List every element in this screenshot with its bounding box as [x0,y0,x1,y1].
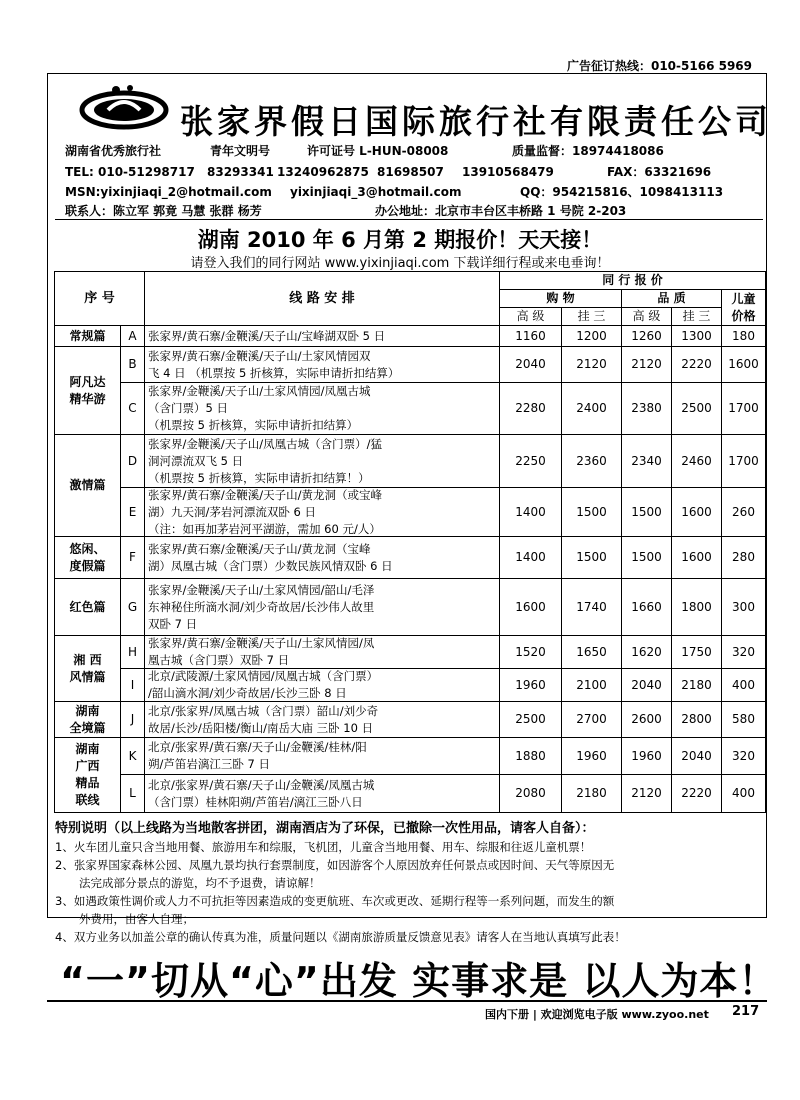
row-route [144,325,500,347]
note-3: 3、如遇政策性调价或人力不可抗拒等因素造成的变更航班、车次或更改、延期行程等一系列问题，而发生的额 [55,894,615,908]
price-shop-3star: 2120 [561,346,622,383]
price-quality-3star: 2500 [671,382,722,435]
notes-title: 特别说明（以上线路为当地散客拼团，湖南酒店为了环保，已撤除一次性用品，请客人自备）： [55,821,595,836]
row-route [144,487,500,537]
row-route [144,382,500,435]
info-quality: 质量监督：18974418086 [512,144,664,158]
info-license: 许可证号 L-HUN-08008 [307,144,449,158]
info-youth: 青年文明号 [210,144,271,158]
row-code: I [120,668,145,702]
category-red: 红色篇 [54,578,121,636]
note-3-cont: 外费用，由客人自理； [79,912,194,926]
price-child: 580 [721,701,766,738]
route-text: 张家界/黄石寨/金鞭溪/天子山/黄龙洞（或宝峰 湖）九天洞/茅岩河漂流双卧 6 日 （注：如再加茅岩河平湖游，需加 60 元/人） [148,487,382,536]
price-shop-3star: 1740 [561,578,622,636]
info-qq: QQ：954215816、1098413113 [520,185,724,199]
info-tel-2: 83293341 [207,165,274,179]
price-quality-deluxe: 2120 [621,774,672,813]
slogan: “一”切从“心”出发 实事求是 以人为本！ [60,959,778,1003]
header-shopping: 购 物 [499,289,622,308]
subline: 请登入我们的同行网站 www.yixinjiaqi.com 下载详细行程或来电垂询！ [190,256,610,271]
info-line-4 [65,202,626,219]
row-code: G [120,578,145,636]
category-avatar: 阿凡达 精华游 [54,346,121,435]
info-msn-1: MSN:yixinjiaqi_2@hotmail.com [65,185,272,199]
header-shop-3star: 挂 三 [561,307,622,326]
row-code: J [120,701,145,738]
price-quality-3star: 2220 [671,774,722,813]
row-route [144,668,500,702]
info-line-3 [65,183,723,200]
price-quality-deluxe: 1260 [621,325,672,347]
price-shop-deluxe: 1600 [499,578,562,636]
route-text: 张家界/黄石寨/金鞭溪/天子山/宝峰湖双卧 5 日 [148,328,386,343]
price-shop-deluxe: 2500 [499,701,562,738]
row-code: D [120,434,145,488]
info-msn-2: yixinjiaqi_3@hotmail.com [290,185,462,199]
headline: 湖南 2010 年 6 月第 2 期报价！天天接！ [197,228,603,252]
price-shop-deluxe: 2080 [499,774,562,813]
route-text: 张家界/黄石寨/金鞭溪/天子山/土家风情园双 飞 4 日 （机票按 5 折核算，实际申请折扣结算） [148,348,400,380]
price-shop-deluxe: 2250 [499,434,562,488]
row-route [144,536,500,579]
info-address: 办公地址：北京市丰台区丰桥路 1 号院 2-203 [375,204,627,218]
route-text: 张家界/金鞭溪/天子山/凤凰古城（含门票）/猛 洞河漂流双飞 5 日 （机票按 5 折核算，实际申请折扣结算！） [148,436,382,485]
divider [55,219,763,220]
price-child: 1700 [721,382,766,435]
company-logo-icon [78,80,170,136]
row-code: L [120,774,145,813]
price-shop-3star: 2180 [561,774,622,813]
price-child: 320 [721,737,766,775]
info-contacts: 联系人：陈立军 郭竟 马慧 张群 杨芳 [65,204,262,218]
info-excellent: 湖南省优秀旅行社 [65,144,162,158]
price-shop-3star: 2400 [561,382,622,435]
price-quality-3star: 1600 [671,536,722,579]
price-quality-3star: 2040 [671,737,722,775]
price-shop-deluxe: 2040 [499,346,562,383]
price-shop-deluxe: 1160 [499,325,562,347]
route-text: 张家界/黄石寨/金鞭溪/天子山/土家风情园/凤 凰古城（含门票）双卧 7 日 [148,636,375,667]
info-tel-3: 13240962875 [277,165,369,179]
price-quality-3star: 1300 [671,325,722,347]
info-line-1 [65,142,664,159]
info-tel: TEL: 010-51298717 [65,165,195,179]
price-quality-3star: 2180 [671,668,722,702]
special-notes [55,820,765,946]
route-text: 张家界/黄石寨/金鞭溪/天子山/黄龙洞（宝峰 湖）凤凰古城（含门票）少数民族风情双卧 6 日 [148,541,393,573]
price-shop-3star: 1500 [561,487,622,537]
route-text: 北京/武陵源/土家风情园/凤凰古城（含门票） /韶山滴水洞/刘少奇故居/长沙三卧 8 日 [148,669,379,700]
price-child: 320 [721,635,766,669]
info-tel-4: 81698507 [377,165,444,179]
price-shop-deluxe: 1400 [499,487,562,537]
row-code: F [120,536,145,579]
note-2: 2、张家界国家森林公园、凤凰九景均执行套票制度，如因游客个人原因放弃任何景点或因时间、天气等原因无 [55,858,615,872]
price-shop-3star: 2360 [561,434,622,488]
price-child: 180 [721,325,766,347]
row-route [144,737,500,775]
price-quality-deluxe: 1660 [621,578,672,636]
price-shop-deluxe: 1520 [499,635,562,669]
price-child: 260 [721,487,766,537]
price-shop-3star: 2100 [561,668,622,702]
price-quality-deluxe: 2380 [621,382,672,435]
price-quality-deluxe: 1500 [621,487,672,537]
ad-hotline: 广告征订热线：010-5166 5969 [566,59,752,73]
category-xiangxi: 湘 西 风情篇 [54,635,121,702]
price-quality-3star: 2460 [671,434,722,488]
header-quality: 品 质 [621,289,722,308]
route-text: 北京/张家界/黄石寨/天子山/金鞭溪/桂林/阳 朔/芦笛岩漓江三卧 7 日 [148,740,367,771]
category-hunan-guangxi: 湖南 广西 精品 联线 [54,737,121,813]
row-route [144,346,500,383]
row-code: B [120,346,145,383]
row-code: C [120,382,145,435]
price-table [54,271,766,813]
price-quality-deluxe: 2040 [621,668,672,702]
header-quality-deluxe: 高 级 [621,307,672,326]
info-line-2 [65,163,711,180]
header-route: 线 路 安 排 [144,271,500,326]
footer-divider [47,1000,767,1002]
price-quality-3star: 2800 [671,701,722,738]
price-quality-deluxe: 1500 [621,536,672,579]
note-4: 4、双方业务以加盖公章的确认传真为准，质量问题以《湖南旅游质量反馈意见表》请客人在当地认真填写此表！ [55,930,626,944]
note-1: 1、火车团儿童只含当地用餐、旅游用车和综服，飞机团，儿童含当地用餐、用车、综服和往返儿童机票！ [55,840,592,854]
price-child: 280 [721,536,766,579]
row-route [144,774,500,813]
price-child: 1600 [721,346,766,383]
row-route [144,578,500,636]
footer-text: 国内下册 | 欢迎浏览电子版 www.zyoo.net [485,1008,709,1021]
price-shop-deluxe: 1400 [499,536,562,579]
category-passion: 激情篇 [54,434,121,537]
price-quality-deluxe: 2340 [621,434,672,488]
row-code: A [120,325,145,347]
price-child: 300 [721,578,766,636]
price-quality-deluxe: 2600 [621,701,672,738]
row-route [144,434,500,488]
price-child: 400 [721,668,766,702]
info-tel-5: 13910568479 [462,165,554,179]
row-code: H [120,635,145,669]
price-shop-3star: 1500 [561,536,622,579]
price-shop-deluxe: 1960 [499,668,562,702]
company-name: 张家界假日国际旅行社有限责任公司 [180,102,772,141]
category-regular: 常规篇 [54,325,121,347]
row-code: K [120,737,145,775]
row-route [144,635,500,669]
price-shop-3star: 1650 [561,635,622,669]
price-shop-3star: 2700 [561,701,622,738]
price-quality-3star: 1600 [671,487,722,537]
route-text: 张家界/金鞭溪/天子山/土家风情园/凤凰古城 （含门票）5 日 （机票按 5 折核算，实际申请折扣结算） [148,384,371,432]
price-quality-3star: 1800 [671,578,722,636]
price-quality-3star: 1750 [671,635,722,669]
price-quality-deluxe: 1960 [621,737,672,775]
page-number: 217 [732,1004,760,1019]
category-hunan-all: 湖南 全境篇 [54,701,121,738]
row-route [144,701,500,738]
route-text: 北京/张家界/黄石寨/天子山/金鞭溪/凤凰古城 （含门票）桂林阳朔/芦笛岩/漓江三卧八日 [148,777,375,809]
price-shop-3star: 1960 [561,737,622,775]
category-leisure: 悠闲、 度假篇 [54,536,121,579]
price-quality-deluxe: 1620 [621,635,672,669]
info-fax: FAX：63321696 [607,165,712,179]
header-child-price: 儿童 价格 [721,289,766,326]
row-code: E [120,487,145,537]
price-quality-3star: 2220 [671,346,722,383]
price-child: 400 [721,774,766,813]
header-shop-deluxe: 高 级 [499,307,562,326]
header-peer-price: 同 行 报 价 [499,271,766,290]
header-seq: 序 号 [54,271,145,326]
route-text: 北京/张家界/凤凰古城（含门票）韶山/刘少奇 故居/长沙/岳阳楼/衡山/南岳大庙 三卧 10 日 [148,703,379,735]
price-shop-deluxe: 1880 [499,737,562,775]
price-shop-3star: 1200 [561,325,622,347]
price-shop-deluxe: 2280 [499,382,562,435]
price-quality-deluxe: 2120 [621,346,672,383]
header-quality-3star: 挂 三 [671,307,722,326]
route-text: 张家界/金鞭溪/天子山/土家风情园/韶山/毛泽 东神秘住所滴水洞/刘少奇故居/长沙伟人故里 双卧 7 日 [148,582,375,631]
note-2-cont: 法完成部分景点的游览，均不予退费，请谅解！ [79,876,321,890]
price-child: 1700 [721,434,766,488]
